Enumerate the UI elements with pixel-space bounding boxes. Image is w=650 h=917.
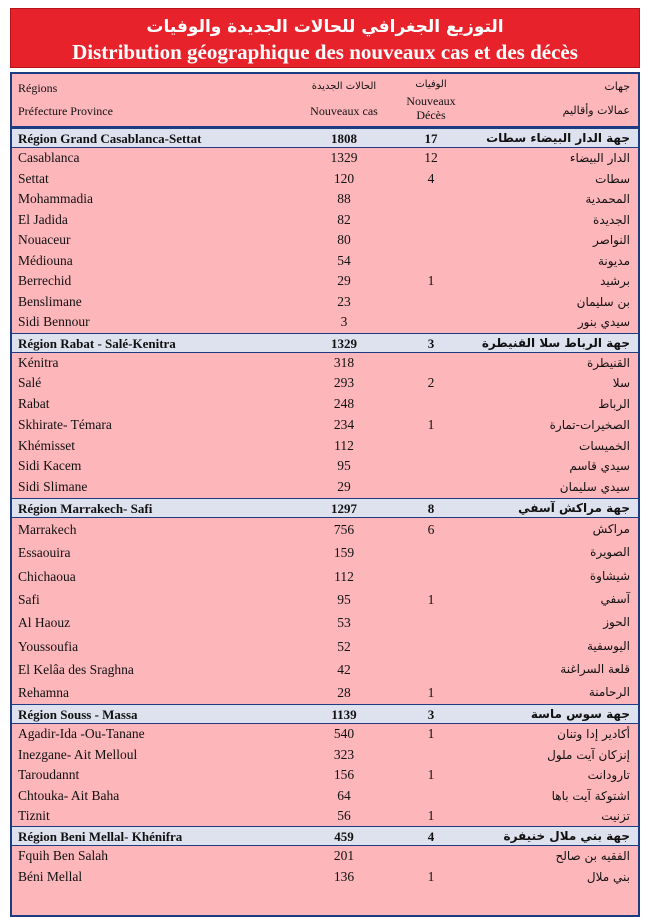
province-cases: 80 <box>337 232 351 247</box>
region-name-ar: جهة مراكش آسفي <box>518 501 630 516</box>
province-cases: 234 <box>333 416 355 432</box>
region-name: Région Grand Casablanca-Settat <box>18 131 202 146</box>
province-cases: 323 <box>333 746 355 762</box>
province-name: Sidi Kacem <box>18 458 82 474</box>
table-row <box>12 565 638 588</box>
province-name: Inezgane- Ait Melloul <box>18 746 138 762</box>
region-name: Région Souss - Massa <box>18 707 138 723</box>
province-cases: 88 <box>337 191 351 206</box>
province-cases: 54 <box>337 252 351 268</box>
region-name: Région Beni Mellal- Khénifra <box>18 829 183 845</box>
table-row <box>12 353 638 374</box>
province-name: Agadir-Ida -Ou-Tanane <box>18 726 145 742</box>
province-name: Settat <box>18 170 49 186</box>
province-deaths: 1 <box>427 273 435 288</box>
province-name-ar: مديونة <box>597 253 630 268</box>
province-name-ar: الجديدة <box>593 212 630 227</box>
province-deaths: 1 <box>427 868 435 884</box>
province-cases: 95 <box>337 458 351 474</box>
province-name-ar: الرحامنة <box>588 685 630 700</box>
province-name-ar: اشتوكة آيت باها <box>551 788 630 803</box>
province-name-ar: الرباط <box>598 397 630 412</box>
province-name-ar: الفقيه بن صالح <box>555 849 630 864</box>
province-name-ar: اليوسفية <box>587 638 630 653</box>
province-name-ar: سيدي بنور <box>577 315 630 329</box>
table-row <box>12 681 638 704</box>
region-cases: 1297 <box>331 501 357 517</box>
region-row <box>12 826 638 846</box>
region-section <box>12 498 638 704</box>
header-prefecture-fr: Préfecture Province <box>18 104 113 118</box>
table-row <box>12 867 638 888</box>
province-name-ar: الصويرة <box>590 545 630 560</box>
province-cases: 248 <box>333 396 355 412</box>
region-name: Région Marrakech- Safi <box>18 501 153 517</box>
province-name: Fquih Ben Salah <box>18 848 108 864</box>
table-row <box>12 477 638 498</box>
province-name-ar: أكادير إدا وتنان <box>557 727 630 742</box>
province-cases: 156 <box>333 767 355 783</box>
province-name-ar: آسفي <box>600 591 630 606</box>
province-name: Salé <box>18 375 42 391</box>
province-name-ar: سلا <box>612 376 630 391</box>
province-cases: 3 <box>340 314 348 329</box>
table-row <box>12 611 638 634</box>
province-deaths: 1 <box>427 416 435 432</box>
province-name-ar: الدار البيضاء <box>569 151 630 165</box>
header-deaths-ar: الوفيات <box>415 79 447 90</box>
province-name: Taroudannt <box>18 767 80 783</box>
province-deaths: 1 <box>427 808 435 824</box>
province-name: Youssoufia <box>18 638 79 654</box>
province-cases: 95 <box>337 591 351 607</box>
province-name-ar: سيدي قاسم <box>569 459 630 474</box>
province-name-ar: القنيطرة <box>586 355 630 370</box>
province-cases: 23 <box>337 293 351 309</box>
table-row <box>12 169 638 190</box>
province-cases: 52 <box>337 638 351 654</box>
province-cases: 112 <box>334 568 354 584</box>
region-section <box>12 826 638 887</box>
province-name: Essaouira <box>18 545 71 561</box>
province-cases: 28 <box>337 685 351 701</box>
region-row <box>12 128 638 148</box>
distribution-table <box>10 72 640 917</box>
province-cases: 201 <box>333 848 355 864</box>
table-row <box>12 210 638 231</box>
title-banner <box>10 8 640 68</box>
header-regions-ar: جهات <box>604 80 630 93</box>
province-cases: 29 <box>337 479 351 495</box>
table-row <box>12 635 638 658</box>
region-deaths: 3 <box>427 335 435 351</box>
province-cases: 112 <box>334 437 354 453</box>
province-name: Sidi Bennour <box>18 314 90 329</box>
header-cases-fr: Nouveaux cas <box>310 104 378 118</box>
province-name: Tiznit <box>18 808 50 824</box>
table-row <box>12 724 638 744</box>
region-name-ar: جهة الرباط سلا القنيطرة <box>481 335 630 350</box>
region-section <box>12 704 638 826</box>
region-cases: 1808 <box>331 131 357 146</box>
province-cases: 42 <box>337 661 351 677</box>
table-row <box>12 230 638 251</box>
province-name: Kénitra <box>18 354 59 370</box>
table-body <box>12 128 638 887</box>
province-name: Benslimane <box>18 293 82 309</box>
table-row <box>12 456 638 477</box>
table-row <box>12 148 638 169</box>
province-cases: 756 <box>333 522 355 538</box>
province-name-ar: بن سليمان <box>576 294 630 309</box>
province-name: Safi <box>18 591 40 607</box>
province-name-ar: سيدي سليمان <box>559 480 630 495</box>
province-name-ar: المحمدية <box>585 192 630 206</box>
province-name-ar: قلعة السراغنة <box>560 661 630 676</box>
province-deaths: 6 <box>427 522 435 538</box>
province-deaths: 1 <box>427 767 435 783</box>
province-name-ar: الحوز <box>603 615 630 630</box>
header-prefecture-ar: عمالات وأقاليم <box>562 104 630 117</box>
table-row <box>12 436 638 457</box>
province-deaths: 12 <box>424 150 438 165</box>
province-name-ar: تارودانت <box>587 768 630 783</box>
province-cases: 53 <box>337 615 351 631</box>
table-row <box>12 271 638 292</box>
region-row <box>12 333 638 353</box>
region-cases: 1139 <box>331 707 357 723</box>
province-name-ar: سطات <box>595 171 630 186</box>
province-name: Marrakech <box>18 522 77 538</box>
region-row <box>12 498 638 518</box>
table-row <box>12 292 638 313</box>
province-name: Médiouna <box>18 252 73 268</box>
province-deaths: 4 <box>427 170 435 186</box>
region-name-ar: جهة بني ملال خنيفرة <box>503 829 630 844</box>
table-header <box>12 74 638 128</box>
province-deaths: 1 <box>427 685 435 701</box>
province-name-ar: بني ملال <box>586 869 630 884</box>
table-row <box>12 373 638 394</box>
region-name: Région Rabat - Salé-Kenitra <box>18 335 176 351</box>
province-name-ar: شيشاوة <box>589 568 630 583</box>
header-cases-ar: الحالات الجديدة <box>311 81 377 92</box>
province-cases: 82 <box>337 211 351 227</box>
province-cases: 293 <box>333 375 355 391</box>
header-deaths-fr: Nouveaux Décès <box>406 94 456 122</box>
province-cases: 159 <box>333 545 355 561</box>
province-cases: 540 <box>333 726 355 742</box>
table-row <box>12 541 638 564</box>
province-name: Khémisset <box>18 437 75 453</box>
region-cases: 1329 <box>331 335 357 351</box>
province-name-ar: النواصر <box>593 233 630 247</box>
region-deaths: 8 <box>427 501 435 517</box>
table-row <box>12 312 638 333</box>
title-french: Distribution géographique des nouveaux cas et des décès <box>72 40 578 64</box>
province-name: Rehamna <box>18 685 69 701</box>
region-name-ar: جهة سوس ماسة <box>530 707 630 722</box>
province-name: Sidi Slimane <box>18 479 88 495</box>
province-cases: 136 <box>333 868 355 884</box>
province-deaths: 1 <box>427 591 435 607</box>
province-cases: 1329 <box>330 150 358 165</box>
province-name: Al Haouz <box>18 615 71 631</box>
region-cases: 459 <box>334 829 354 845</box>
province-name: Casablanca <box>18 150 80 165</box>
region-deaths: 3 <box>427 707 435 723</box>
region-section <box>12 333 638 499</box>
province-name-ar: مراكش <box>592 522 630 537</box>
province-cases: 318 <box>333 354 355 370</box>
province-cases: 56 <box>337 808 351 824</box>
table-row <box>12 745 638 765</box>
province-name: Skhirate- Témara <box>18 416 112 432</box>
table-row <box>12 786 638 806</box>
region-deaths: 17 <box>424 131 438 146</box>
province-deaths: 2 <box>427 375 435 391</box>
province-name-ar: الصخيرات-تمارة <box>549 417 630 432</box>
province-name: Berrechid <box>18 273 72 288</box>
province-name-ar: إنزكان آيت ملول <box>547 747 630 762</box>
region-deaths: 4 <box>427 829 435 845</box>
province-name: Mohammadia <box>18 191 93 206</box>
region-section <box>12 128 638 333</box>
province-name: Rabat <box>18 396 50 412</box>
province-name-ar: تزنيت <box>601 809 630 824</box>
table-row <box>12 251 638 272</box>
title-arabic: التوزيع الجغرافي للحالات الجديدة والوفيات <box>146 17 504 37</box>
table-row <box>12 415 638 436</box>
province-cases: 64 <box>337 787 351 803</box>
table-row <box>12 765 638 785</box>
table-row <box>12 189 638 210</box>
header-regions-fr: Régions <box>18 81 58 95</box>
table-row <box>12 394 638 415</box>
province-name: Nouaceur <box>18 232 71 247</box>
table-row <box>12 518 638 541</box>
province-deaths: 1 <box>427 726 435 742</box>
province-name: El Kelâa des Sraghna <box>18 661 134 677</box>
table-row <box>12 588 638 611</box>
table-row <box>12 846 638 867</box>
table-row <box>12 658 638 681</box>
table-row <box>12 806 638 826</box>
province-cases: 29 <box>337 273 351 288</box>
region-name-ar: جهة الدار البيضاء سطات <box>486 131 630 145</box>
province-cases: 120 <box>333 170 355 186</box>
province-name-ar: الخميسات <box>579 438 630 453</box>
province-name: Béni Mellal <box>18 868 83 884</box>
province-name: Chtouka- Ait Baha <box>18 787 120 803</box>
province-name: El Jadida <box>18 211 68 227</box>
province-name-ar: برشيد <box>600 274 630 288</box>
province-name: Chichaoua <box>18 568 76 584</box>
region-row <box>12 704 638 724</box>
